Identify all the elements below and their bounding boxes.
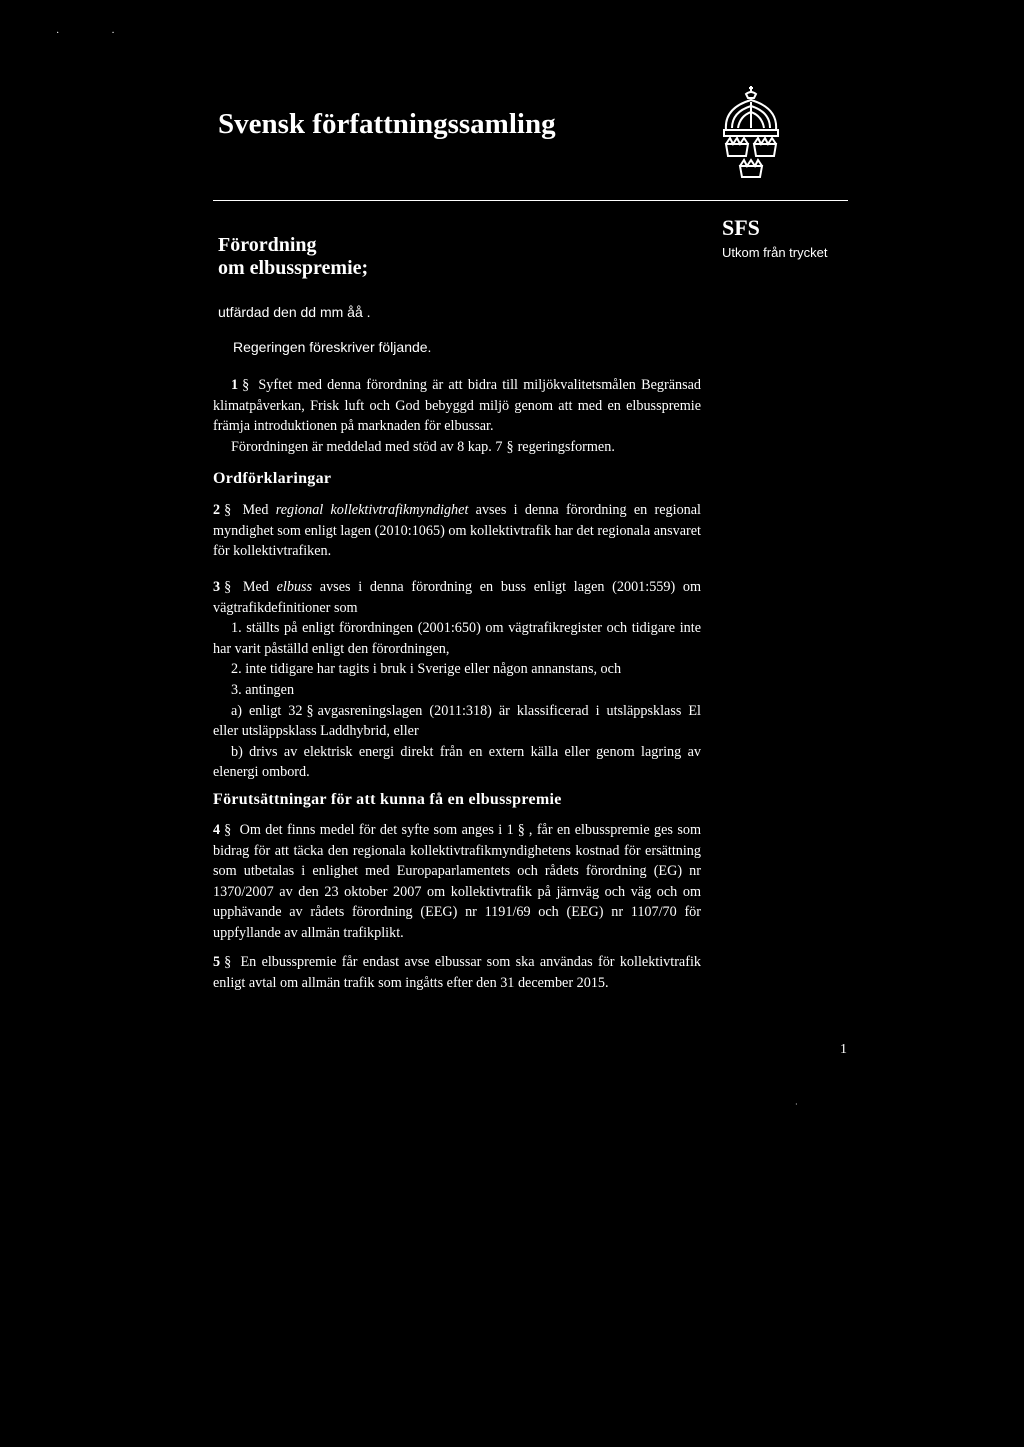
list-item — [213, 701, 701, 742]
section-text: , får en elbusspremie ges som bidrag för att täcka den regionala kollektivtrafikmyndighetens kostnad för ersättning som utbetalas i enlighet med Europaparlamentets och rådets förordning (EG) nr 1370/2007 av den 23 oktober 2007 om kollektivtrafik på järnväg och väg och om upphävande av rådets förordning (EEG) nr 1191/69 och (EEG) nr 1107/70 för uppfyllande av allmän trafikplikt. — [213, 822, 701, 941]
section-3 — [213, 577, 701, 783]
section-number: 4 — [213, 822, 221, 838]
list-item-text: avgasreningslagen (2011:318) är klassificerad i utsläppsklass El eller utsläppsklass Laddhybrid, eller — [213, 702, 701, 740]
list-item-text: a) enligt 32 — [231, 702, 303, 719]
publication-status: Utkom från trycket — [722, 245, 828, 260]
list-item: 2. inte tidigare har tagits i bruk i Sverige eller någon annanstans, och — [231, 661, 622, 678]
section-number: 2 — [213, 502, 221, 518]
section-text: regeringsformen. — [517, 438, 615, 455]
enacting-clause: Regeringen föreskriver följande. — [233, 339, 432, 355]
section-text: Med — [242, 579, 269, 595]
section-2 — [213, 500, 701, 562]
section-sign: § — [224, 579, 232, 595]
section-number: 3 — [213, 579, 221, 595]
header-divider — [213, 200, 848, 201]
section-text: avses i denna förordning en buss enligt lagen (2001:559) om vägtrafikdefinitioner som — [213, 579, 702, 616]
page-number: 1 — [840, 1042, 847, 1057]
section-number: 1 — [231, 377, 239, 393]
section-text: Om det finns medel för det syfte som anges i 1 — [239, 822, 514, 838]
heading-definitions: Ordförklaringar — [213, 470, 332, 487]
list-item: 3. antingen — [231, 681, 295, 698]
section-sign: § — [506, 438, 514, 455]
section-text: Syftet med denna förordning är att bidra till miljökvalitetsmålen Begränsad klimatpåverkan, Frisk luft och God bebyggd miljö genom att med en elbusspremie främja introduktionen på marknaden för elbussar. — [213, 377, 702, 435]
defined-term: elbuss — [276, 579, 313, 595]
section-4 — [213, 820, 701, 944]
section-sign: § — [224, 502, 232, 518]
scan-speck: · — [795, 1100, 798, 1109]
section-text: Förordningen är meddelad med stöd av 8 kap. 7 — [231, 438, 503, 455]
section-sign: § — [224, 954, 232, 970]
issued-date: utfärdad den dd mm åå . — [218, 304, 371, 320]
defined-term: regional kollektivtrafikmyndighet — [275, 502, 469, 518]
section-text: Med — [242, 502, 269, 518]
section-text: avses i denna förordning en regional myndighet som enligt lagen (2010:1065) om kollektivtrafik har det regionala ansvaret för kollektivtrafiken. — [213, 502, 701, 560]
document-title-line2: om elbusspremie; — [218, 257, 369, 279]
section-5 — [213, 952, 701, 993]
section-sign: § — [306, 702, 314, 719]
sfs-label: SFS — [722, 215, 760, 240]
section-sign: § — [242, 377, 250, 393]
list-item: b) drivs av elektrisk energi direkt från en extern källa eller genom lagring av elenergi ombord. — [213, 743, 701, 781]
heading-conditions: Förutsättningar för att kunna få en elbusspremie — [213, 791, 562, 808]
section-sign: § — [517, 822, 525, 838]
three-crowns-crest-icon — [718, 86, 784, 178]
list-item: 1. ställts på enligt förordningen (2001:650) om vägtrafikregister och tidigare inte har varit påställd enligt den förordningen, — [213, 620, 701, 657]
section-sign: § — [224, 822, 232, 838]
scan-specks: ·· — [56, 28, 167, 39]
section-text: En elbusspremie får endast avse elbussar som ska användas för kollektivtrafik enligt avtal om allmän trafik som ingåtts efter den 31 december 2015. — [213, 954, 701, 991]
section-1 — [213, 375, 701, 457]
series-title: Svensk författningssamling — [218, 108, 556, 140]
section-number: 5 — [213, 954, 221, 970]
document-title-line1: Förordning — [218, 234, 317, 256]
